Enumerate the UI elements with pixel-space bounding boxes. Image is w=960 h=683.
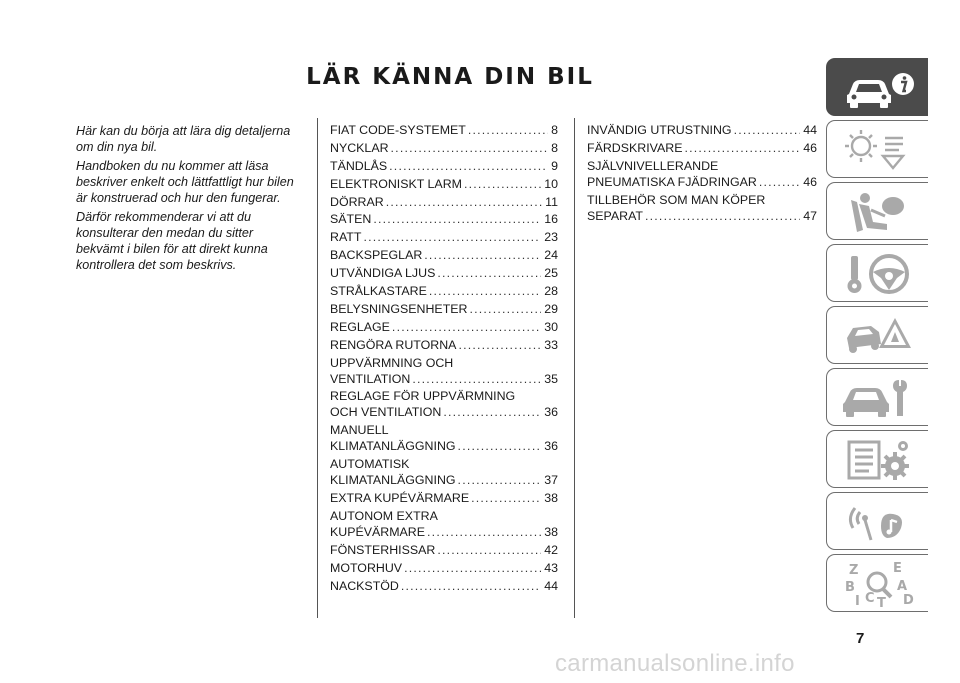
toc-entry[interactable] bbox=[330, 422, 558, 454]
toc-entry-title: PNEUMATISKA FJÄDRINGAR bbox=[587, 174, 757, 189]
toc-entry-title: RATT bbox=[330, 230, 362, 245]
toc-entry-title: MOTORHUV bbox=[330, 560, 403, 575]
watermark: carmanualsonline.info bbox=[555, 650, 795, 677]
toc-leader-dots bbox=[469, 301, 541, 317]
toc-entry[interactable] bbox=[330, 301, 558, 317]
toc-entry[interactable] bbox=[330, 283, 558, 299]
alphabetical-index-icon bbox=[841, 560, 915, 608]
toc-entry-title: MANUELL bbox=[330, 423, 389, 438]
toc-page-number: 24 bbox=[544, 248, 558, 263]
toc-leader-dots bbox=[386, 194, 542, 210]
car-wrench-icon bbox=[841, 374, 915, 422]
toc-entry-title: ELEKTRONISKT LARM bbox=[330, 176, 462, 191]
toc-entry-title: BELYSNINGSENHETER bbox=[330, 301, 468, 316]
toc-page-number: 10 bbox=[544, 176, 558, 191]
toc-page-number: 8 bbox=[551, 140, 558, 155]
toc-entry[interactable] bbox=[587, 192, 817, 224]
toc-entry[interactable] bbox=[330, 490, 558, 506]
toc-entry-title: KUPÉVÄRMARE bbox=[330, 525, 426, 540]
intro-paragraph: Handboken du nu kommer att läsa beskriver enkelt och lättfattligt hur bilen är konstruerad och hur den fungerar. bbox=[76, 159, 294, 205]
toc-entry-title: UPPVÄRMNING OCH bbox=[330, 355, 454, 370]
toc-entry-title: UTVÄNDIGA LJUS bbox=[330, 266, 436, 281]
toc-entry[interactable] bbox=[330, 388, 558, 420]
toc-entry[interactable] bbox=[587, 140, 817, 156]
index-letter: C bbox=[865, 591, 875, 606]
toc-entry-title: REGLAGE FÖR UPPVÄRMNING bbox=[330, 389, 516, 404]
toc-page-number: 36 bbox=[544, 405, 558, 420]
toc-page-number: 11 bbox=[545, 194, 558, 209]
toc-leader-dots bbox=[759, 174, 800, 190]
toc-entry[interactable] bbox=[330, 247, 558, 263]
warning-lights-icon bbox=[841, 126, 915, 174]
media-music-icon bbox=[841, 498, 915, 546]
column-divider bbox=[317, 118, 318, 618]
toc-entry[interactable] bbox=[330, 355, 558, 387]
toc-entry-title: FIAT CODE-SYSTEMET bbox=[330, 123, 466, 137]
toc-page-number: 30 bbox=[544, 319, 558, 334]
toc-entry-title: AUTONOM EXTRA bbox=[330, 509, 438, 524]
toc-entry[interactable] bbox=[330, 578, 558, 594]
index-letter: T bbox=[877, 596, 886, 608]
toc-entry-title: SÄTEN bbox=[330, 212, 372, 227]
intro-text bbox=[76, 123, 302, 276]
toc-entry[interactable] bbox=[330, 456, 558, 488]
toc-entry[interactable] bbox=[330, 319, 558, 335]
toc-entry[interactable] bbox=[330, 122, 558, 138]
toc-entry[interactable] bbox=[330, 158, 558, 174]
toc-page-number: 38 bbox=[544, 525, 558, 540]
toc-page-number: 35 bbox=[544, 371, 558, 386]
toc-entry-title: KLIMATANLÄGGNING bbox=[330, 439, 456, 454]
toc-leader-dots bbox=[389, 158, 548, 174]
index-letter: E bbox=[893, 561, 902, 576]
toc-entry-title: INVÄNDIG UTRUSTNING bbox=[587, 123, 732, 137]
tab-technical-data[interactable] bbox=[826, 430, 928, 488]
toc-entry[interactable] bbox=[330, 194, 558, 210]
toc-page-number: 8 bbox=[551, 123, 558, 137]
toc-page-number: 42 bbox=[544, 542, 558, 557]
toc-leader-dots bbox=[424, 247, 541, 263]
index-letter: Z bbox=[849, 563, 859, 578]
toc-leader-dots bbox=[404, 560, 541, 576]
specs-gear-icon bbox=[841, 436, 915, 484]
tab-multimedia[interactable] bbox=[826, 492, 928, 550]
toc-column-left bbox=[330, 122, 558, 596]
toc-leader-dots bbox=[363, 229, 541, 245]
toc-entry-title: FÖNSTERHISSAR bbox=[330, 542, 436, 557]
toc-page-number: 38 bbox=[544, 491, 558, 506]
toc-entry-title: BACKSPEGLAR bbox=[330, 248, 423, 263]
toc-page-number: 44 bbox=[544, 578, 558, 593]
toc-leader-dots bbox=[468, 122, 548, 138]
toc-leader-dots bbox=[429, 283, 541, 299]
intro-paragraph: Här kan du börja att lära dig detaljerna om din nya bil. bbox=[76, 124, 291, 154]
toc-entry-title: OCH VENTILATION bbox=[330, 405, 442, 420]
toc-leader-dots bbox=[437, 265, 541, 281]
toc-page-number: 44 bbox=[803, 123, 817, 137]
toc-page-number: 29 bbox=[544, 301, 558, 316]
toc-entry[interactable] bbox=[330, 211, 558, 227]
toc-entry-title: KLIMATANLÄGGNING bbox=[330, 473, 456, 488]
toc-entry-title: FÄRDSKRIVARE bbox=[587, 140, 683, 155]
intro-paragraph: Därför rekommenderar vi att du konsulterar den medan du sitter bekvämt i bilen för att direkt kunna kontrollera det som beskrivs. bbox=[76, 210, 268, 272]
toc-leader-dots bbox=[458, 472, 542, 488]
toc-entry[interactable] bbox=[330, 229, 558, 245]
tab-emergency[interactable] bbox=[826, 306, 928, 364]
toc-entry[interactable] bbox=[587, 158, 817, 190]
toc-leader-dots bbox=[373, 211, 541, 227]
tab-warning-lights[interactable] bbox=[826, 120, 928, 178]
toc-leader-dots bbox=[458, 337, 541, 353]
tab-index[interactable] bbox=[826, 554, 928, 612]
toc-entry-title: STRÅLKASTARE bbox=[330, 284, 427, 299]
toc-page-number: 46 bbox=[803, 140, 817, 155]
toc-entry-title: DÖRRAR bbox=[330, 194, 384, 209]
toc-leader-dots bbox=[401, 578, 541, 594]
toc-entry-title: SEPARAT bbox=[587, 208, 643, 223]
toc-leader-dots bbox=[437, 542, 541, 558]
toc-leader-dots bbox=[443, 404, 541, 420]
toc-page-number: 23 bbox=[544, 230, 558, 245]
toc-entry[interactable] bbox=[330, 508, 558, 540]
toc-leader-dots bbox=[464, 176, 541, 192]
tab-car-info[interactable] bbox=[826, 58, 928, 116]
tab-safety[interactable] bbox=[826, 182, 928, 240]
toc-entry-title: AUTOMATISK bbox=[330, 457, 410, 472]
toc-leader-dots bbox=[645, 208, 800, 224]
toc-leader-dots bbox=[412, 371, 541, 387]
toc-page-number: 46 bbox=[803, 174, 817, 189]
airbag-seat-icon bbox=[841, 188, 915, 236]
car-accident-warning-icon bbox=[841, 312, 915, 360]
toc-page-number: 28 bbox=[544, 284, 558, 299]
toc-entry-title: TILLBEHÖR SOM MAN KÖPER bbox=[587, 192, 766, 207]
tab-starting-driving[interactable] bbox=[826, 244, 928, 302]
toc-entry[interactable] bbox=[330, 140, 558, 156]
toc-leader-dots bbox=[392, 319, 541, 335]
toc-entry[interactable] bbox=[587, 122, 817, 138]
page-title: LÄR KÄNNA DIN BIL bbox=[306, 64, 594, 90]
toc-leader-dots bbox=[734, 122, 801, 138]
page-number: 7 bbox=[856, 630, 865, 647]
toc-page-number: 43 bbox=[544, 560, 558, 575]
toc-leader-dots bbox=[391, 140, 549, 156]
toc-entry[interactable] bbox=[330, 542, 558, 558]
column-divider bbox=[574, 118, 575, 618]
toc-page-number: 36 bbox=[544, 439, 558, 454]
toc-page-number: 33 bbox=[544, 337, 558, 352]
toc-entry-title: NYCKLAR bbox=[330, 140, 389, 155]
tab-maintenance[interactable] bbox=[826, 368, 928, 426]
toc-entry-title: NACKSTÖD bbox=[330, 578, 399, 593]
toc-entry-title: VENTILATION bbox=[330, 371, 411, 386]
toc-leader-dots bbox=[458, 438, 542, 454]
toc-entry-title: EXTRA KUPÉVÄRMARE bbox=[330, 491, 470, 506]
key-steering-wheel-icon bbox=[841, 250, 915, 298]
toc-entry-title: REGLAGE bbox=[330, 319, 390, 334]
toc-page-number: 25 bbox=[544, 266, 558, 281]
toc-leader-dots bbox=[471, 490, 541, 506]
toc-page-number: 47 bbox=[803, 208, 817, 223]
toc-page-number: 37 bbox=[544, 473, 558, 488]
index-letter: D bbox=[903, 593, 914, 608]
toc-page-number: 16 bbox=[544, 212, 558, 227]
car-info-icon bbox=[841, 64, 915, 112]
index-letter: B bbox=[845, 580, 855, 595]
toc-entry[interactable] bbox=[330, 337, 558, 353]
toc-entry-title: TÄNDLÅS bbox=[330, 158, 388, 173]
toc-leader-dots bbox=[427, 524, 541, 540]
toc-leader-dots bbox=[684, 140, 800, 156]
index-letter: A bbox=[897, 579, 908, 594]
toc-entry-title: RENGÖRA RUTORNA bbox=[330, 337, 457, 352]
index-letter: I bbox=[855, 594, 860, 608]
toc-page-number: 9 bbox=[551, 158, 558, 173]
toc-entry-title: SJÄLVNIVELLERANDE bbox=[587, 158, 719, 173]
toc-column-right bbox=[587, 122, 817, 226]
toc-entry[interactable] bbox=[330, 265, 558, 281]
toc-entry[interactable] bbox=[330, 560, 558, 576]
toc-entry[interactable] bbox=[330, 176, 558, 192]
